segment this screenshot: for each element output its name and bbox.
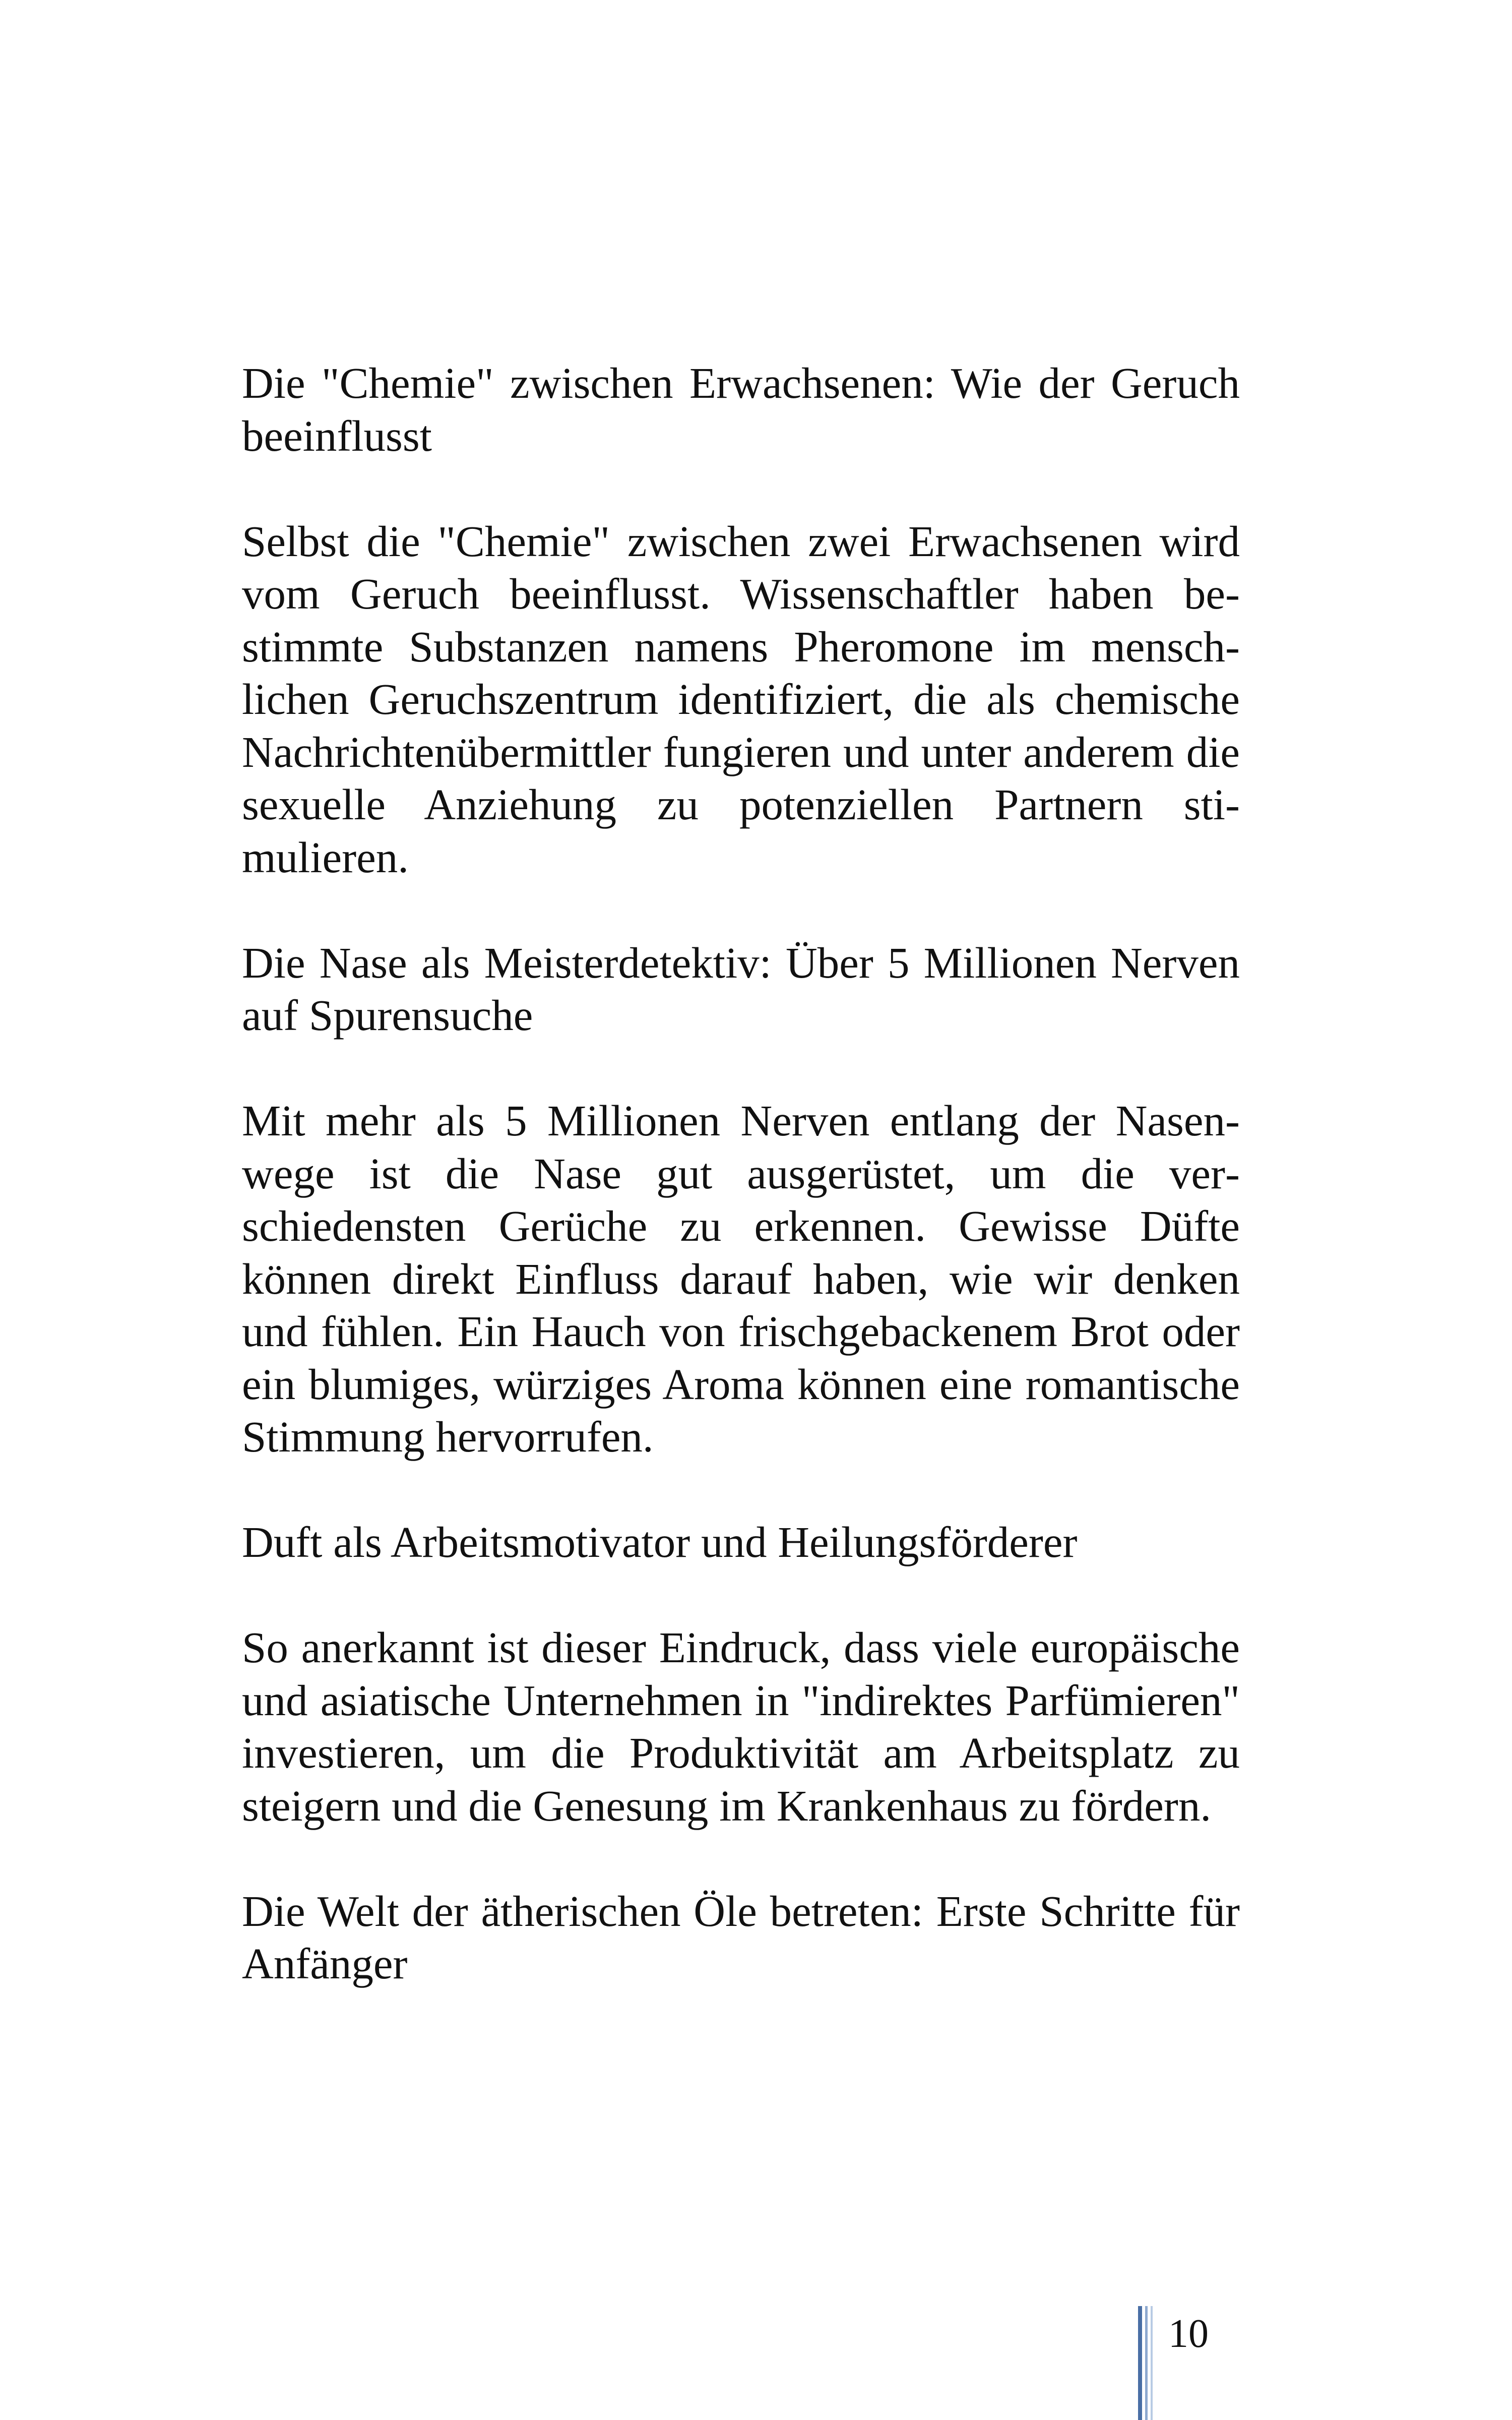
heading-duft: Duft als Arbeitsmotivator und Heilungsförderer xyxy=(242,1518,1078,1566)
margin-rule-medium xyxy=(1145,2306,1148,2420)
heading-nase: Die Nase als Meisterdetektiv: Über 5 Millionen Nerven auf Spurensuche xyxy=(242,938,1240,1040)
page-body xyxy=(242,357,1240,1990)
heading-aetherische-oele: Die Welt der ätherischen Öle betreten: Erste Schritte für Anfänger xyxy=(242,1886,1240,1988)
margin-rule-light xyxy=(1151,2306,1153,2420)
page-number: 10 xyxy=(1168,2312,1209,2356)
heading-chemie: Die "Chemie" zwischen Erwachsenen: Wie der Geruch beeinflusst xyxy=(242,358,1240,460)
paragraph-parfuemieren: So anerkannt ist dieser Eindruck, dass viele europäische und asiatische Unternehmen in "indirektes Parfümieren" investieren, um die Produktivität am Arbeitsplatz zu steigern und die Genesung im Krankenhaus zu fördern. xyxy=(242,1623,1240,1830)
paragraph-nerven: Mit mehr als 5 Millionen Nerven entlang der Nasenwege ist die Nase gut ausgerüstet, um die verschiedensten Gerüche zu erkennen. Gewisse Düfte können direkt Einfluss darauf haben, wie wir denken und fühlen. Ein Hauch von frischgebackenem Brot oder ein blumiges, würziges Aroma können eine romantische Stimmung hervorrufen. xyxy=(242,1096,1240,1461)
margin-rule-dark xyxy=(1138,2306,1142,2420)
paragraph-pheromone: Selbst die "Chemie" zwischen zwei Erwachsenen wird vom Geruch beeinflusst. Wissenschaftler haben bestimmte Substanzen namens Pheromone im menschlichen Geruchszentrum identifiziert, die als chemische Nachrichtenübermittler fungieren und unter anderem die sexuelle Anziehung zu potenziellen Partnern stimulieren. xyxy=(242,516,1240,882)
